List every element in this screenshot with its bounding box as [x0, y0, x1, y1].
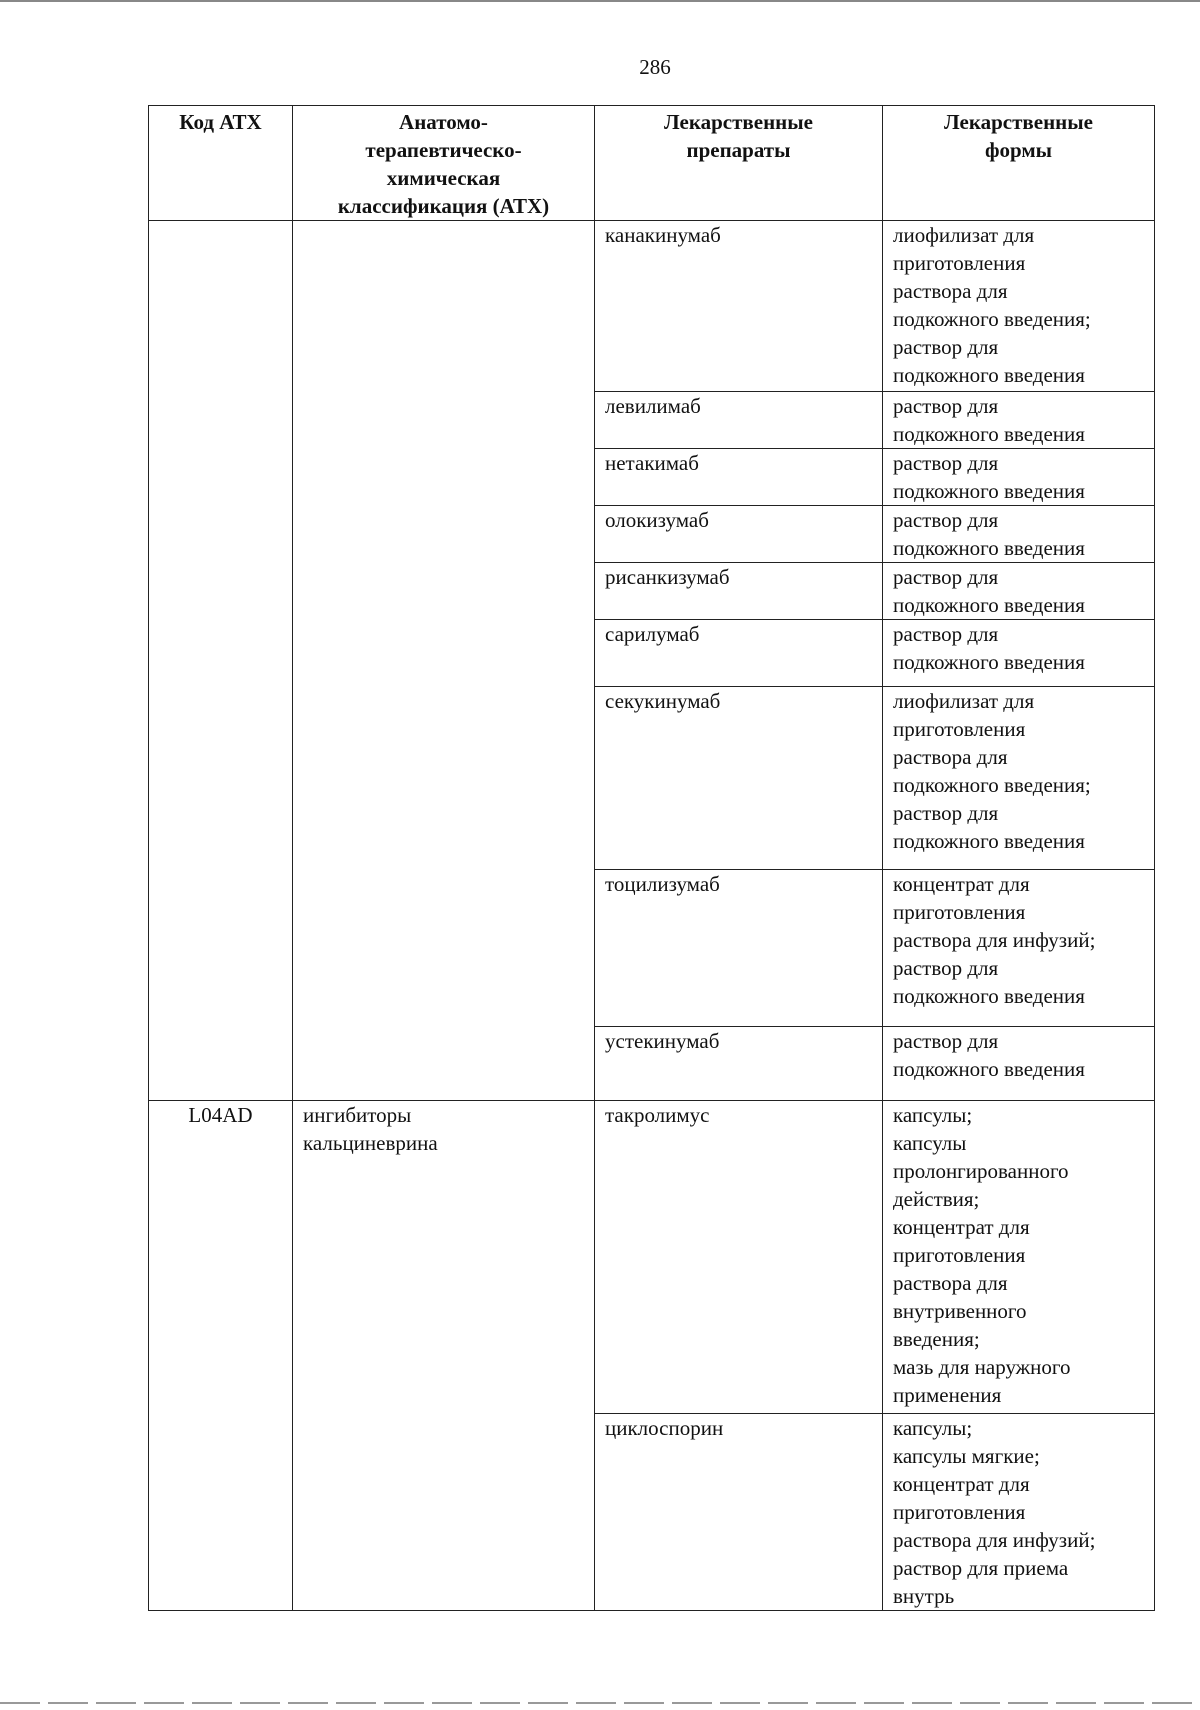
table-row	[149, 221, 1155, 392]
drug-form: концентрат для приготовления раствора для инфузий; раствор для подкожного введения	[883, 870, 1155, 1027]
drug-name: канакинумаб	[595, 221, 883, 392]
atc-classification: ингибиторы кальциневрина	[293, 1101, 595, 1611]
drug-name: сарилумаб	[595, 620, 883, 687]
code-cell-empty	[149, 221, 293, 1101]
table-header-row	[149, 106, 1155, 221]
drug-form: раствор для подкожного введения	[883, 449, 1155, 506]
drug-form: лиофилизат для приготовления раствора для подкожного введения; раствор для подкожного введения	[883, 221, 1155, 392]
drug-form: капсулы; капсулы мягкие; концентрат для приготовления раствора для инфузий; раствор для приема внутрь	[883, 1414, 1155, 1611]
drug-form: капсулы; капсулы пролонгированного действия; концентрат для приготовления раствора для внутривенного введения; мазь для наружного применения	[883, 1101, 1155, 1414]
header-code: Код АТХ	[149, 106, 293, 221]
classification-cell-empty	[293, 221, 595, 1101]
header-classification: Анатомо- терапевтическо- химическая классификация (АТХ)	[293, 106, 595, 221]
drug-form: лиофилизат для приготовления раствора для подкожного введения; раствор для подкожного введения	[883, 687, 1155, 870]
drug-name: левилимаб	[595, 392, 883, 449]
drug-name: рисанкизумаб	[595, 563, 883, 620]
drug-name: секукинумаб	[595, 687, 883, 870]
header-forms: Лекарственные формы	[883, 106, 1155, 221]
drug-form: раствор для подкожного введения	[883, 563, 1155, 620]
scan-edge-bottom	[0, 1702, 1200, 1704]
header-drugs: Лекарственные препараты	[595, 106, 883, 221]
drug-name: циклоспорин	[595, 1414, 883, 1611]
page-number: 286	[639, 55, 671, 79]
drug-name: устекинумаб	[595, 1027, 883, 1101]
table-row	[149, 1101, 1155, 1414]
atc-drug-table	[148, 105, 1155, 1611]
drug-form: раствор для подкожного введения	[883, 392, 1155, 449]
drug-name: нетакимаб	[595, 449, 883, 506]
drug-form: раствор для подкожного введения	[883, 506, 1155, 563]
drug-name: такролимус	[595, 1101, 883, 1414]
drug-form: раствор для подкожного введения	[883, 620, 1155, 687]
drug-name: олокизумаб	[595, 506, 883, 563]
drug-name: тоцилизумаб	[595, 870, 883, 1027]
scan-edge-top	[0, 0, 1200, 2]
atc-code: L04AD	[149, 1101, 293, 1611]
drug-form: раствор для подкожного введения	[883, 1027, 1155, 1101]
